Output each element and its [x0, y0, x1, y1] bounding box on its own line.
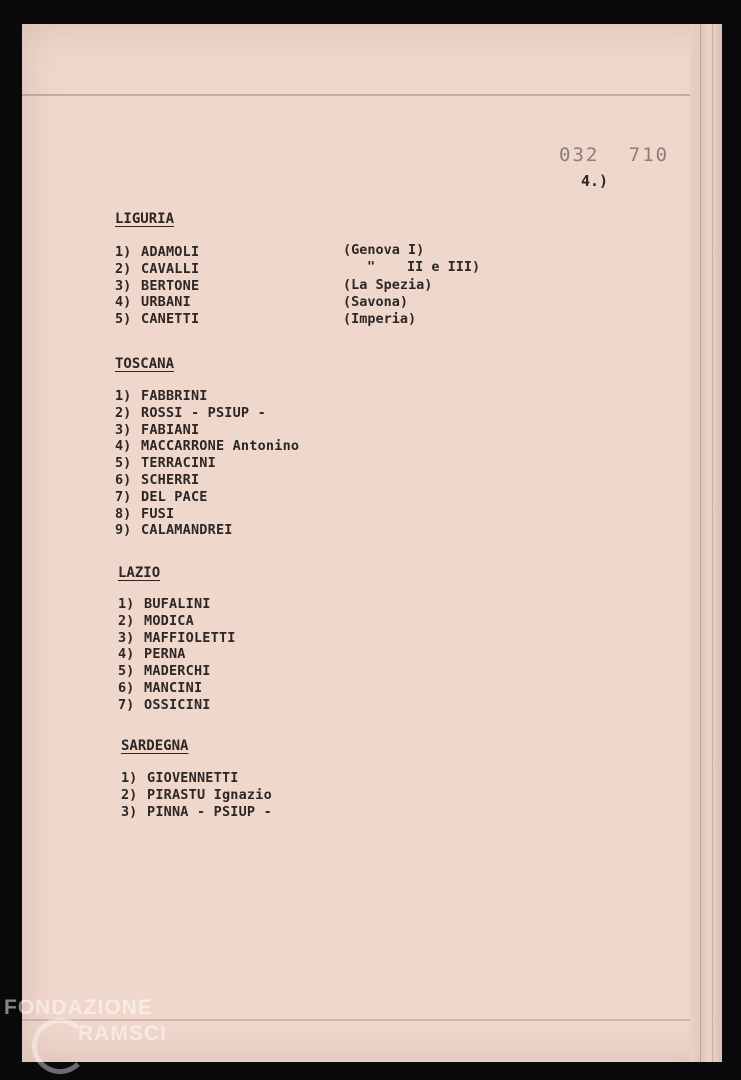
- list-item: [115, 522, 299, 539]
- item-number: 7): [118, 696, 135, 713]
- item-number: 2): [115, 260, 132, 277]
- list-item: [118, 697, 236, 714]
- item-name: ADAMOLI: [141, 244, 200, 260]
- watermark-line-2: RAMSCI: [78, 1022, 167, 1045]
- item-number: 5): [115, 455, 132, 472]
- section-title-lazio: LAZIO: [118, 565, 161, 581]
- item-name: MADERCHI: [144, 663, 211, 680]
- item-number: 7): [115, 488, 132, 505]
- ditto-mark: ": [367, 259, 376, 276]
- item-number: 4): [118, 646, 135, 663]
- list-item: [115, 261, 199, 278]
- item-number: 8): [115, 505, 132, 522]
- list-item: [115, 311, 199, 328]
- list-item: [118, 630, 236, 647]
- item-number: 2): [115, 404, 132, 421]
- list-item: [115, 244, 199, 261]
- list-item: [115, 294, 199, 311]
- item-name: FABIANI: [141, 421, 200, 438]
- page-reference: 4.): [581, 172, 609, 190]
- item-name: DEL PACE: [141, 488, 208, 505]
- item-name: BERTONE: [141, 277, 200, 294]
- item-name: MAFFIOLETTI: [144, 629, 236, 646]
- item-number: 4): [115, 438, 132, 455]
- item-name: OSSICINI: [144, 696, 211, 713]
- item-number: 1): [118, 596, 135, 612]
- note-text: (Genova I): [343, 242, 425, 258]
- item-name: MANCINI: [144, 679, 203, 696]
- item-name: MACCARRONE Antonino: [141, 438, 300, 455]
- note-item: [343, 311, 480, 328]
- item-name: CAVALLI: [141, 260, 200, 277]
- list-item: [118, 680, 236, 697]
- item-name: MODICA: [144, 612, 194, 629]
- fondazione-gramsci-watermark: [4, 996, 194, 1078]
- list-item: [118, 613, 236, 630]
- list-toscana: [115, 388, 299, 539]
- item-number: 3): [121, 803, 138, 820]
- note-text: (La Spezia): [343, 276, 433, 293]
- item-name: GIOVENNETTI: [147, 770, 239, 786]
- list-item: [121, 804, 272, 821]
- item-name: BUFALINI: [144, 596, 211, 612]
- section-title-toscana: TOSCANA: [115, 356, 175, 372]
- list-lazio: [118, 596, 236, 714]
- item-number: 1): [115, 244, 132, 260]
- item-name: PIRASTU Ignazio: [147, 786, 272, 803]
- list-item: [115, 455, 299, 472]
- item-number: 5): [118, 663, 135, 680]
- list-item: [115, 278, 199, 295]
- item-number: 3): [115, 277, 132, 294]
- item-number: 9): [115, 522, 132, 539]
- item-name: FUSI: [141, 505, 175, 522]
- item-number: 6): [118, 679, 135, 696]
- item-name: TERRACINI: [141, 455, 216, 472]
- list-item: [115, 422, 299, 439]
- item-number: 5): [115, 311, 132, 328]
- item-name: FABBRINI: [141, 388, 208, 404]
- list-item: [115, 405, 299, 422]
- list-liguria: [115, 244, 199, 328]
- list-item: [115, 489, 299, 506]
- list-item: [118, 646, 236, 663]
- list-item: [121, 787, 272, 804]
- note-text: (Savona): [343, 293, 409, 310]
- item-name: URBANI: [141, 294, 191, 311]
- note-item: [343, 277, 480, 294]
- note-item: [343, 242, 480, 259]
- list-item: [115, 472, 299, 489]
- item-name: PINNA - PSIUP -: [147, 803, 272, 820]
- fold-line-top: [22, 94, 722, 96]
- item-number: 4): [115, 294, 132, 311]
- item-number: 2): [118, 612, 135, 629]
- item-name: PERNA: [144, 646, 186, 663]
- item-number: 1): [121, 770, 138, 786]
- document-sheet: [22, 24, 722, 1062]
- list-item: [115, 438, 299, 455]
- item-name: ROSSI - PSIUP -: [141, 404, 266, 421]
- item-number: 1): [115, 388, 132, 404]
- list-liguria-notes: [343, 242, 480, 328]
- item-number: 6): [115, 471, 132, 488]
- item-number: 3): [118, 629, 135, 646]
- list-item: [115, 388, 299, 405]
- item-number: 2): [121, 786, 138, 803]
- list-sardegna: [121, 770, 272, 820]
- item-name: SCHERRI: [141, 471, 200, 488]
- page-edge: [690, 24, 722, 1062]
- note-item: [343, 294, 480, 311]
- item-name: CANETTI: [141, 311, 200, 328]
- list-item: [115, 506, 299, 523]
- list-item: [118, 663, 236, 680]
- watermark-line-1: FONDAZIONE: [4, 996, 153, 1019]
- section-title-liguria: LIGURIA: [115, 211, 175, 227]
- note-text: (Imperia): [343, 311, 417, 328]
- list-item: [118, 596, 236, 613]
- note-item: [343, 259, 480, 276]
- list-item: [121, 770, 272, 787]
- item-number: 3): [115, 421, 132, 438]
- note-text: II e III): [407, 259, 481, 276]
- document-number: 032 710: [559, 144, 670, 166]
- item-name: CALAMANDREI: [141, 522, 233, 539]
- section-title-sardegna: SARDEGNA: [121, 738, 189, 754]
